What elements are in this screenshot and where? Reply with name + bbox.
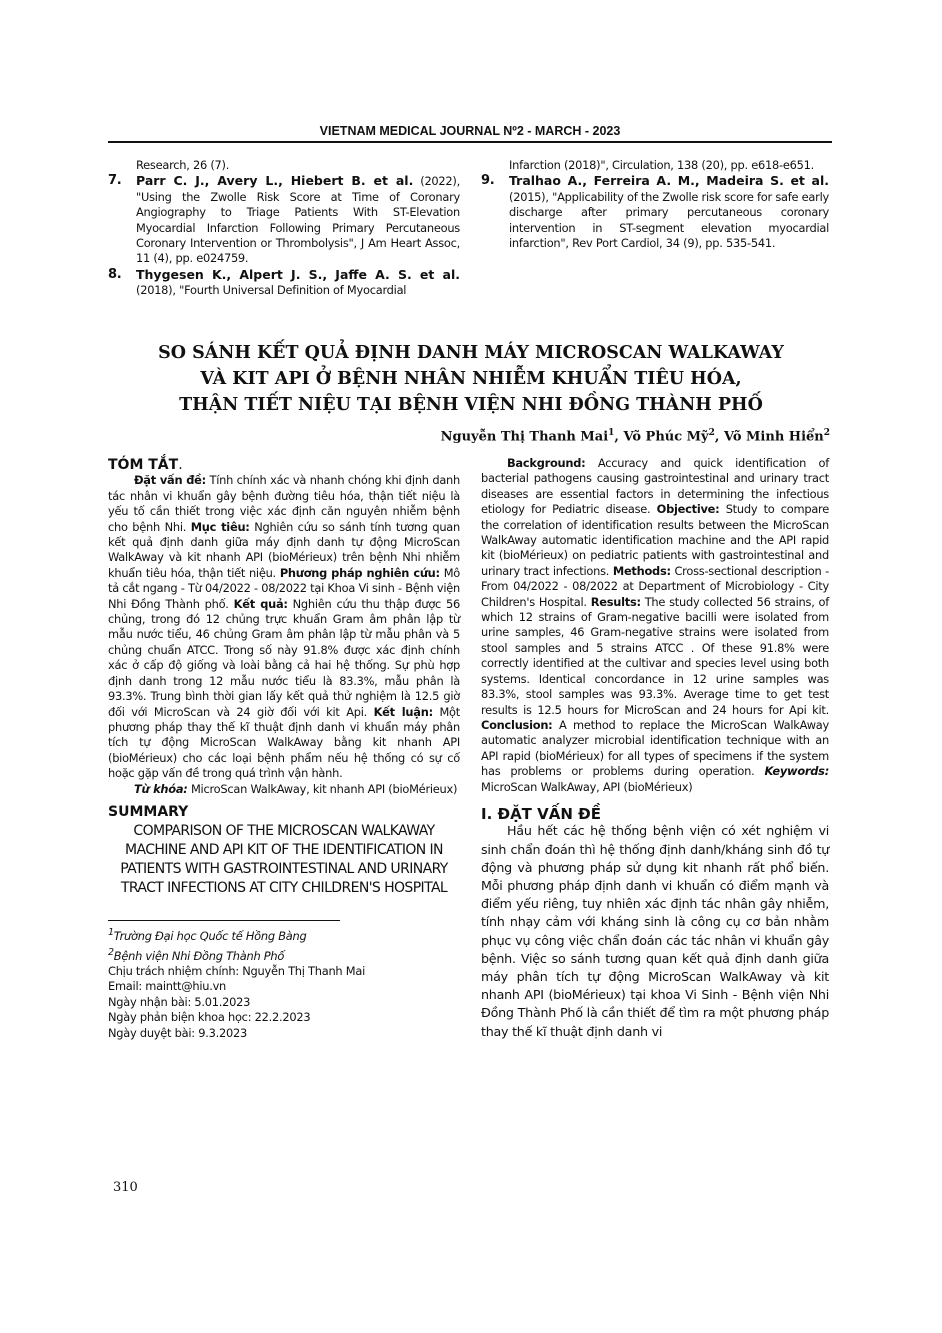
abstract-text: Mô tả cắt ngang - Từ 04/2022 - 08/2022 tại Khoa Vi sinh - Bệnh viện Nhi Đồng Thành phố. <box>108 565 461 611</box>
references-left <box>108 158 460 299</box>
keywords-vi <box>108 782 460 797</box>
footnote-divider <box>108 920 340 921</box>
abstract-label: Background: <box>507 456 586 470</box>
abstract-vi <box>108 473 460 781</box>
reference-continuation: Infarction (2018)", Circulation, 138 (20), pp. e618-e651. <box>509 158 814 172</box>
affiliation-1 <box>108 925 460 944</box>
abstract-text: Accuracy and quick identification of bacterial pathogens causing gastrointestinal and urinary tract diseases are essential factors in determining the infectious etiology for Pediatric disease. <box>481 456 829 517</box>
abstract-text: The study collected 56 strains, of which 12 strains of Gram-negative bacilli were isolated from urine samples, 46 Gram-negative strains were isolated from stool samples and 5 strains ATCC . Of these 91.8% were correctly identified at the cultivar and species level using both systems. Identical concordance in 12 urine samples was 83.3%, stool samples was 93.3%. Average time to get test results is 12.5 hours for MicroScan and 24 hours for Api kit. <box>481 594 830 717</box>
abstract-text: Một phương pháp thay thế kĩ thuật định danh vi khuẩn máy phân tích tự động MicroScan WalkAway bằng kit nhanh API (bioMérieux) cho các loại bệnh phẩm nếu hệ thống có sự cố hoặc gặp vấn đề trong quá trình vận hành. <box>108 704 460 781</box>
abstract-vi-heading <box>108 458 460 473</box>
date-reviewed: Ngày phản biện khoa học: 22.2.2023 <box>108 1010 311 1025</box>
abstract-text: Tính chính xác và nhanh chóng khi định danh tác nhân vi khuẩn gây bệnh đường tiêu hóa, thận tiết niệu là yếu tố cần thiết trong việc xác định căn nguyên nhiễm bệnh cho bệnh Nhi. <box>108 473 460 534</box>
author-name: , Võ Minh Hiển <box>714 429 824 445</box>
left-column <box>108 458 460 1041</box>
reference-continuation: Research, 26 (7). <box>136 158 230 172</box>
reference-authors: Thygesen K., Alpert J. S., Jaffe A. S. et al. <box>136 266 460 282</box>
title-line: THẬN TIẾT NIỆU TẠI BỆNH VIỆN NHI ĐỒNG THÀNH PHỐ <box>179 395 763 415</box>
page-number: 310 <box>113 1180 138 1195</box>
author-name: Nguyễn Thị Thanh Mai <box>440 429 609 445</box>
abstract-label: Phương pháp nghiên cứu: <box>279 565 440 580</box>
affiliation-mark: 1 <box>608 428 615 438</box>
affiliation-mark: 2 <box>823 428 830 438</box>
running-header: VIETNAM MEDICAL JOURNAL Nº2 - MARCH - 2023 <box>108 124 832 143</box>
footnotes <box>108 925 460 1041</box>
abstract-label: Mục tiêu: <box>190 519 250 534</box>
abstract-text: Cross-sectional description - From 04/2022 - 08/2022 at Department of Microbiology - City Children's Hospital. <box>481 563 830 609</box>
summary-heading: SUMMARY <box>108 803 189 820</box>
keywords-label: Keywords: <box>764 764 829 779</box>
abstract-text: Nghiên cứu thu thập được 56 chủng, trong đó 12 chủng trực khuẩn Gram âm phân lập từ mẫu nước tiểu, 46 chủng Gram âm phân lập từ mẫu phân và 5 chủng chuẩn ATCC. Trong số này 91.8% được xác định chính xác ở cấp độ giống và loài bằng cả hai hệ thống. Sự phù hợp định danh trong 12 mẫu nước tiểu là 83.3%, mẫu phân là 93.3%. Trung bình thời gian lấy kết quả thử nghiệm là 12.5 giờ đối với MicroScan và 24 giờ đối với kit Api. <box>108 596 461 719</box>
abstract-label: Kết luận: <box>373 704 433 719</box>
abstract-label: Objective: <box>656 502 720 517</box>
heading-dot: . <box>178 457 183 473</box>
corresponding-author: Chịu trách nhiệm chính: Nguyễn Thị Thanh Mai <box>108 963 365 978</box>
author-list <box>441 428 830 444</box>
reference-text: (2022), "Using the Zwolle Risk Score at Time of Coronary Angiography to Triage Patients With ST-Elevation Myocardial Infarction Following Primary Percutaneous Coronary Intervention or Thrombolysis", J Am Heart Assoc, 11 (4), pp. e024759. <box>136 174 460 266</box>
abstract-label: Đặt vấn đề: <box>134 473 206 488</box>
reference-item <box>108 173 460 266</box>
author-name: , Võ Phúc Mỹ <box>614 429 709 445</box>
references-right <box>481 158 829 251</box>
reference-number: 8. <box>108 266 122 282</box>
keywords-text: MicroScan WalkAway, API (bioMérieux) <box>481 779 693 794</box>
affiliation-2 <box>108 945 460 964</box>
date-received: Ngày nhận bài: 5.01.2023 <box>108 994 251 1009</box>
abstract-label: Kết quả: <box>233 596 288 611</box>
title-line: SO SÁNH KẾT QUẢ ĐỊNH DANH MÁY MICROSCAN WALKAWAY <box>158 343 784 363</box>
reference-authors: Tralhao A., Ferreira A. M., Madeira S. et al. <box>509 173 829 189</box>
affiliation-mark: 2 <box>108 946 114 958</box>
email[interactable]: Email: maintt@hiu.vn <box>108 979 227 994</box>
article-title <box>100 340 842 418</box>
abstract-label: Results: <box>590 594 641 609</box>
abstract-label: Conclusion: <box>481 717 553 732</box>
reference-number: 9. <box>481 173 495 189</box>
reference-text: (2018), "Fourth Universal Definition of Myocardial <box>136 283 407 298</box>
title-line: VÀ KIT API Ở BỆNH NHÂN NHIỄM KHUẨN TIÊU HÓA, <box>200 369 742 389</box>
affiliation-mark: 2 <box>708 428 715 438</box>
date-accepted: Ngày duyệt bài: 9.3.2023 <box>108 1025 247 1040</box>
reference-authors: Parr C. J., Avery L., Hiebert B. et al. <box>136 173 414 189</box>
reference-item <box>481 173 829 251</box>
abstract-en <box>481 456 829 795</box>
keywords-text: MicroScan WalkAway, kit nhanh API (bioMérieux) <box>187 781 458 796</box>
reference-item <box>108 267 460 299</box>
affiliation-text: Trường Đại học Quốc tế Hồng Bàng <box>113 929 307 944</box>
heading-text: TÓM TẮT <box>108 457 179 473</box>
affiliation-text: Bệnh viện Nhi Đồng Thành Phố <box>113 948 285 963</box>
keywords-label: Từ khóa: <box>134 781 188 796</box>
section-body: Hầu hết các hệ thống bệnh viện có xét nghiệm vi sinh chẩn đoán thì hệ thống định danh/kháng sinh đồ tự động và phương pháp sử dụng kit nhanh rất phổ biến. Mỗi phương pháp định danh vi khuẩn có điểm mạnh và điểm yếu riêng, tuy nhiên xác định tác nhân gây nhiễm, tính nhạy cảm với kháng sinh là công cụ cơ bản nhằm phục vụ công việc chẩn đoán các tác nhân vi khuẩn gây bệnh. Việc so sánh tương quan kết quả định danh giữa máy phân tích tự động MicroScan WalkAway và kit nhanh API (bioMérieux) tại khoa Vi Sinh - Bệnh viện Nhi Đồng Thành Phố là cần thiết để tìm ra một phương pháp thay thế kĩ thuật định danh vi <box>481 823 829 1039</box>
abstract-label: Methods: <box>612 563 671 578</box>
abstract-text: Study to compare the correlation of identification results between the MicroScan WalkAway automatic identification machine and the API rapid kit (bioMérieux) on pediatric patients with gastrointestinal and urinary tract infections. <box>481 502 829 578</box>
affiliation-mark: 1 <box>108 927 114 939</box>
right-column <box>481 456 829 1041</box>
abstract-text: Nghiên cứu so sánh tính tương quan kết quả định danh giữa máy định danh tự động MicroScan WalkAway và kit nhanh API (bioMérieux) trên bệnh Nhi nhiễm khuẩn tiêu hóa, thận tiết niệu. <box>108 519 460 580</box>
section-heading: I. ĐẶT VẤN ĐỀ <box>481 804 601 823</box>
reference-text: (2015), "Applicability of the Zwolle risk score for safe early discharge after primary percutaneous coronary intervention in ST-segment elevation myocardial infarction", Rev Port Cardiol, 34 (9), pp. 535-541. <box>509 189 829 251</box>
reference-number: 7. <box>108 173 122 189</box>
summary-title: COMPARISON OF THE MICROSCAN WALKAWAY MACHINE AND API KIT OF THE IDENTIFICATION IN PATIENTS WITH GASTROINTESTINAL AND URINARY TRACT INFECTIONS AT CITY CHILDREN'S HOSPITAL <box>120 823 448 897</box>
abstract-text: A method to replace the MicroScan WalkAway automatic analyzer microbial identification technique with an API rapid (bioMérieux) for all types of specimens if the system has problems or problems during operation. <box>481 717 829 779</box>
